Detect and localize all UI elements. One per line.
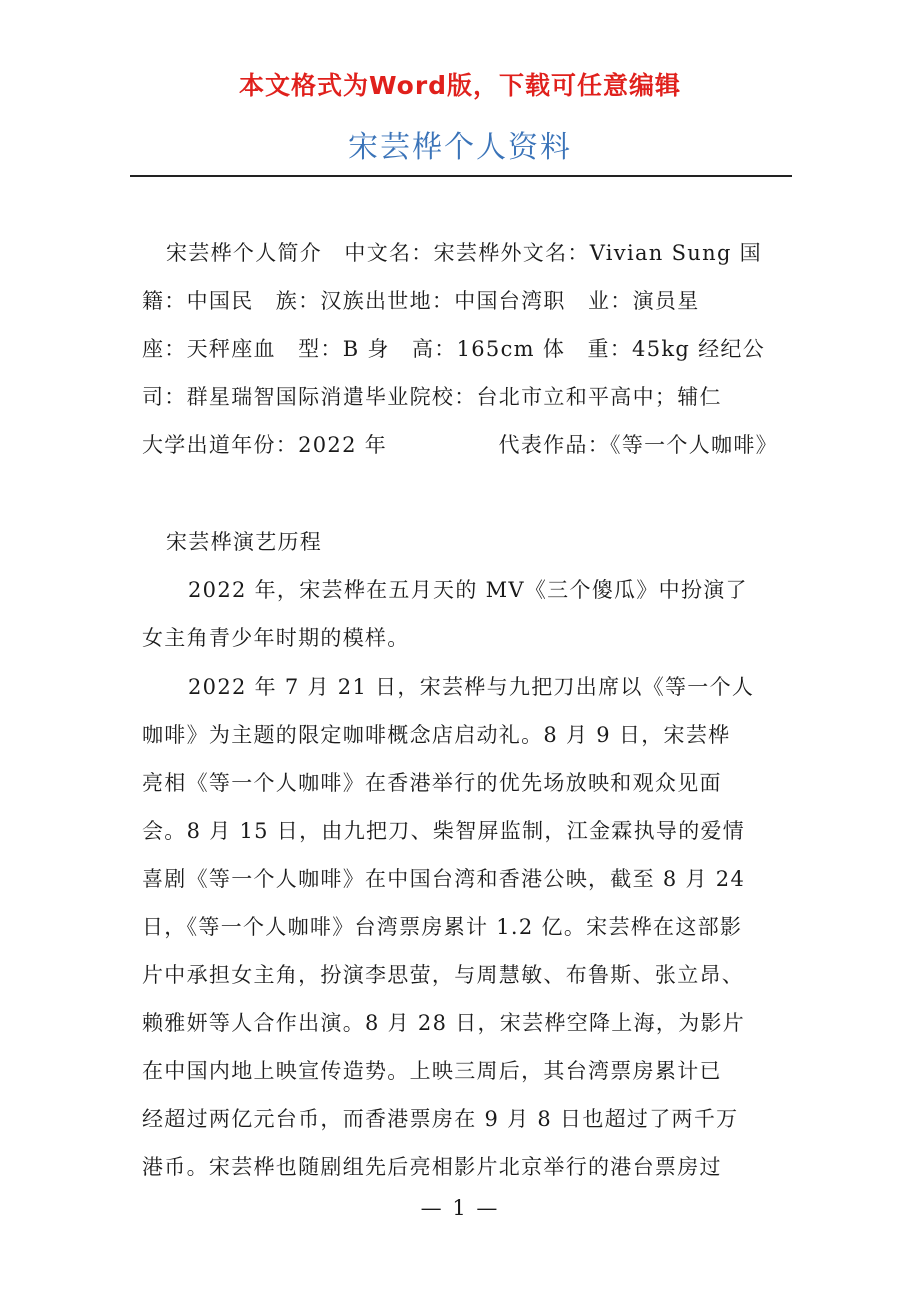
text-line: 宋芸桦个人简介 中文名：宋芸桦外文名：Vivian Sung 国 — [166, 241, 762, 265]
section-heading: 宋芸桦演艺历程 — [166, 530, 323, 554]
text-line: 女主角青少年时期的模样。 — [142, 626, 410, 650]
text-line: 会。8 月 15 日，由九把刀、柴智屏监制，江金霖执导的爱情 — [142, 819, 746, 843]
text-line: 赖雅妍等人合作出演。8 月 28 日，宋芸桦空降上海，为影片 — [142, 1011, 746, 1035]
text-line: 座：天秤座血 型：B 身 高：165cm 体 重：45kg 经纪公 — [142, 337, 766, 361]
text-line: 籍：中国民 族：汉族出世地：中国台湾职 业：演员星 — [142, 289, 700, 313]
text-line: 2022 年，宋芸桦在五月天的 MV《三个傻瓜》中扮演了 — [188, 578, 748, 602]
text-line: 喜剧《等一个人咖啡》在中国台湾和香港公映，截至 8 月 24 — [142, 867, 746, 891]
download-banner: 本文格式为Word版，下载可任意编辑 — [238, 71, 682, 100]
text-line: 2022 年 7 月 21 日，宋芸桦与九把刀出席以《等一个人 — [188, 675, 755, 699]
text-line: 日，《等一个人咖啡》台湾票房累计 1.2 亿。宋芸桦在这部影 — [142, 915, 743, 939]
text-line: 咖啡》为主题的限定咖啡概念店启动礼。8 月 9 日，宋芸桦 — [142, 723, 731, 747]
page-number: — 1 — — [420, 1196, 500, 1220]
text-line: 港币。宋芸桦也随剧组先后亮相影片北京举行的港台票房过 — [142, 1155, 722, 1179]
text-line: 亮相《等一个人咖啡》在香港举行的优先场放映和观众见面 — [142, 771, 722, 795]
text-line: 在中国内地上映宣传造势。上映三周后，其台湾票房累计已 — [142, 1059, 722, 1083]
text-line: 经超过两亿元台币，而香港票房在 9 月 8 日也超过了两千万 — [142, 1107, 739, 1131]
text-line: 片中承担女主角，扮演李思萤，与周慧敏、布鲁斯、张立昂、 — [142, 963, 745, 987]
text-line: 司：群星瑞智国际消遣毕业院校：台北市立和平高中；辅仁 — [142, 385, 722, 409]
title-divider — [130, 175, 792, 177]
text-line: 大学出道年份：2022 年 代表作品：《等一个人咖啡》 — [142, 433, 778, 457]
page-title: 宋芸桦个人资料 — [348, 130, 572, 165]
